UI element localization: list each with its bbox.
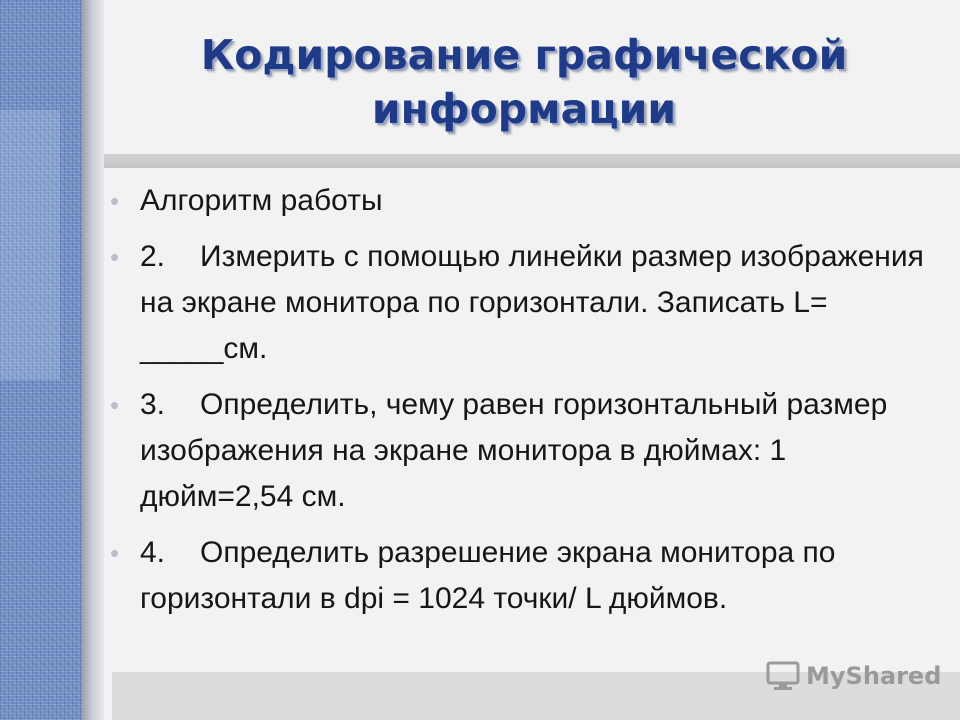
bullet-dot: • xyxy=(110,390,120,420)
bullet-number: 3. xyxy=(140,388,166,421)
bullet-text: Определить, чему равен горизонтальный размер изображения на экране монитора в дюймах: 1 дюйм=2,54 см. xyxy=(140,388,888,513)
bullet-number: 4. xyxy=(140,536,166,569)
bullet-dot: • xyxy=(110,242,120,272)
watermark-text: MyShared xyxy=(806,662,942,690)
slide-title xyxy=(104,28,944,136)
bullet-item-3 xyxy=(110,382,940,520)
bullet-dot: • xyxy=(110,186,120,216)
watermark xyxy=(766,656,941,696)
monitor-icon xyxy=(766,661,800,691)
title-rule xyxy=(104,154,960,168)
bullet-list xyxy=(110,178,940,632)
bullet-number: 2. xyxy=(140,240,166,273)
bullet-item-1 xyxy=(110,178,940,224)
title-line-2: информации xyxy=(371,85,677,133)
bullet-text: Определить разрешение экрана монитора по горизонтали в dpi = 1024 точки/ L дюймов. xyxy=(140,536,836,615)
bullet-text: Измерить с помощью линейки размер изображения на экране монитора по горизонтали. Записать L= _____см. xyxy=(140,240,924,365)
bullet-item-4 xyxy=(110,530,940,622)
bullet-dot: • xyxy=(110,538,120,568)
side-edge xyxy=(82,0,104,720)
bullet-item-2 xyxy=(110,234,940,372)
side-strip-shade xyxy=(0,110,60,380)
title-line-1: Кодирование графической xyxy=(200,31,848,79)
bullet-text: Алгоритм работы xyxy=(140,184,383,217)
side-strip xyxy=(0,0,82,720)
